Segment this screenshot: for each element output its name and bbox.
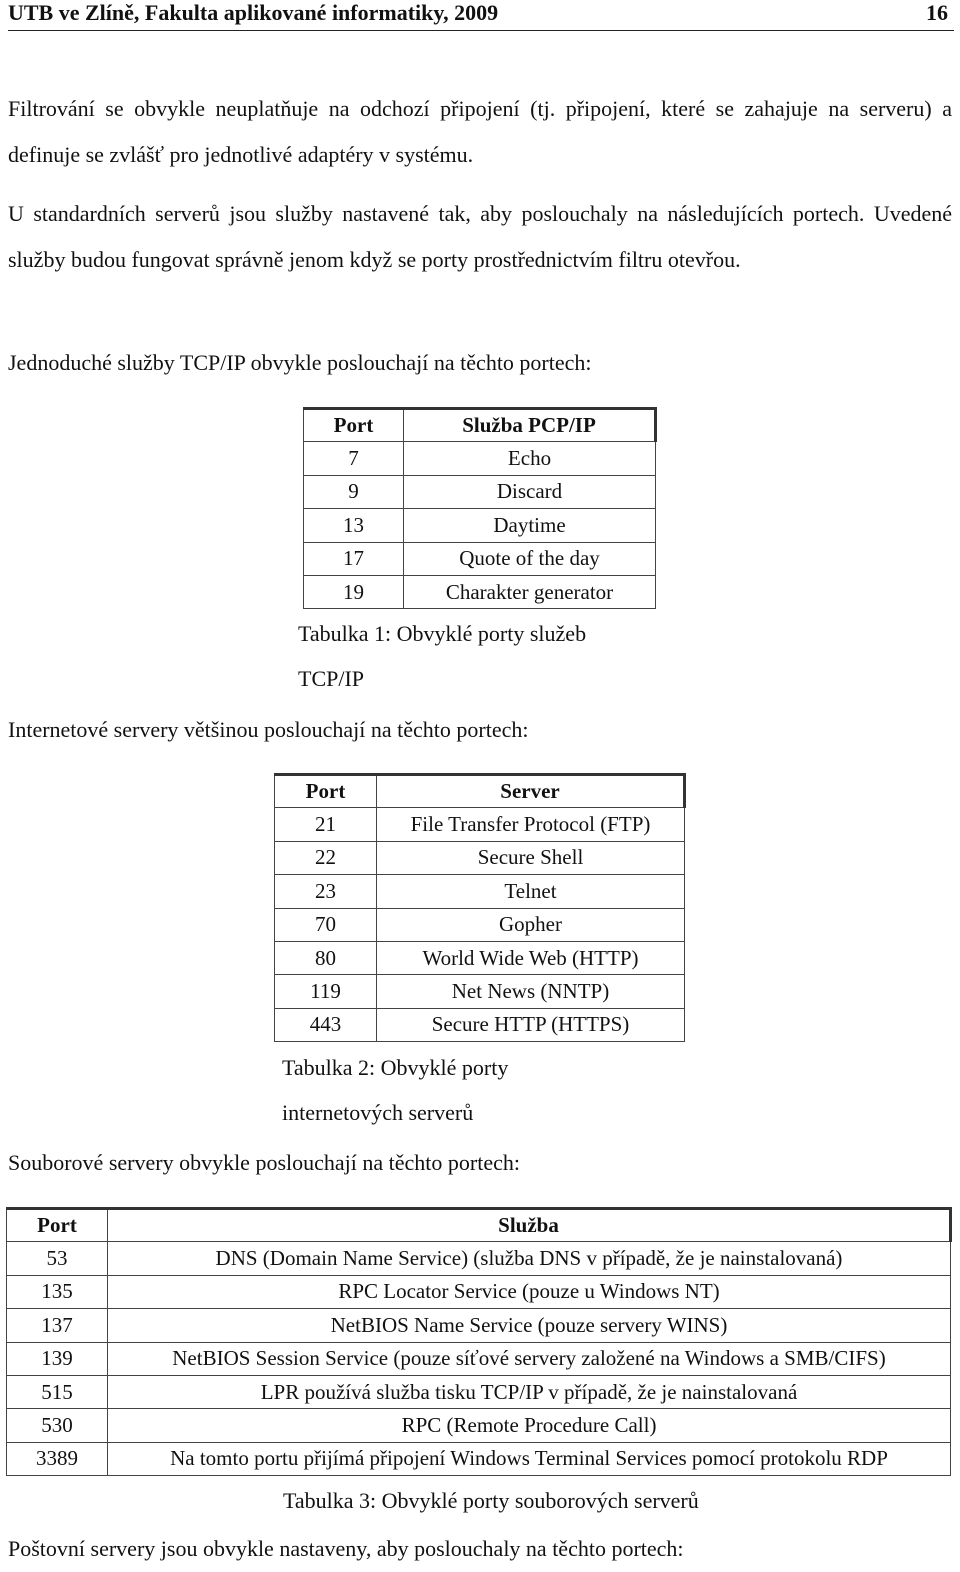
cell-service: LPR používá služba tisku TCP/IP v případě, že je nainstalovaná	[108, 1375, 951, 1408]
paragraph-mail-servers-intro: Poštovní servery jsou obvykle nastaveny, aby poslouchaly na těchto portech:	[8, 1536, 684, 1561]
table-row	[7, 1309, 951, 1342]
cell-port: 17	[304, 542, 404, 575]
cell-service: Discard	[404, 475, 656, 508]
page-number: 16	[926, 0, 948, 25]
cell-port: 22	[275, 841, 377, 874]
table-body	[7, 1209, 951, 1476]
table-row	[275, 841, 685, 874]
page-header	[8, 0, 954, 31]
table-row	[275, 975, 685, 1008]
cell-port: 80	[275, 941, 377, 974]
table-header-row	[7, 1209, 951, 1242]
cell-port: 443	[275, 1008, 377, 1041]
cell-port: 119	[275, 975, 377, 1008]
table-row	[304, 509, 656, 542]
header-service: Server	[377, 775, 685, 808]
table1-caption-line2: TCP/IP	[298, 666, 365, 691]
cell-service: Daytime	[404, 509, 656, 542]
table2-caption-line1: Tabulka 2: Obvyklé porty	[282, 1055, 509, 1080]
table-row	[304, 442, 656, 475]
cell-port: 53	[7, 1242, 108, 1275]
cell-service: RPC Locator Service (pouze u Windows NT)	[108, 1275, 951, 1308]
cell-service: Secure HTTP (HTTPS)	[377, 1008, 685, 1041]
cell-service: DNS (Domain Name Service) (služba DNS v případě, že je nainstalovaná)	[108, 1242, 951, 1275]
table-header-row	[275, 775, 685, 808]
header-port: Port	[7, 1209, 108, 1242]
cell-service: File Transfer Protocol (FTP)	[377, 808, 685, 841]
cell-port: 13	[304, 509, 404, 542]
cell-service: RPC (Remote Procedure Call)	[108, 1409, 951, 1442]
paragraph-tcpip-intro: Jednoduché služby TCP/IP obvykle poslouchají na těchto portech:	[8, 350, 592, 375]
table-row	[7, 1375, 951, 1408]
header-port: Port	[304, 409, 404, 442]
cell-port: 139	[7, 1342, 108, 1375]
cell-service: Net News (NNTP)	[377, 975, 685, 1008]
table-body	[304, 409, 656, 609]
header-service: Služba	[108, 1209, 951, 1242]
header-service: Služba PCP/IP	[404, 409, 656, 442]
cell-service: Echo	[404, 442, 656, 475]
paragraph-filtering: Filtrování se obvykle neuplatňuje na odchozí připojení (tj. připojení, které se zahajuje na serveru) a definuje se zvlášť pro jednotlivé adaptéry v systému.	[8, 96, 952, 167]
cell-service: Quote of the day	[404, 542, 656, 575]
paragraph-file-servers-intro: Souborové servery obvykle poslouchají na těchto portech:	[8, 1150, 520, 1175]
cell-port: 70	[275, 908, 377, 941]
table-row	[275, 941, 685, 974]
table-row	[7, 1242, 951, 1275]
cell-service: Gopher	[377, 908, 685, 941]
table-header-row	[304, 409, 656, 442]
cell-port: 135	[7, 1275, 108, 1308]
table1-caption-line1: Tabulka 1: Obvyklé porty služeb	[298, 621, 587, 646]
table-row	[304, 542, 656, 575]
table-body	[275, 775, 685, 1042]
header-port: Port	[275, 775, 377, 808]
cell-service: Na tomto portu přijímá připojení Windows Terminal Services pomocí protokolu RDP	[108, 1442, 951, 1475]
cell-service: NetBIOS Session Service (pouze síťové servery založené na Windows a SMB/CIFS)	[108, 1342, 951, 1375]
table-row	[304, 575, 656, 608]
cell-port: 7	[304, 442, 404, 475]
cell-service: Secure Shell	[377, 841, 685, 874]
cell-port: 21	[275, 808, 377, 841]
table-row	[275, 875, 685, 908]
cell-port: 23	[275, 875, 377, 908]
table-tcpip-services	[303, 407, 657, 609]
cell-service: NetBIOS Name Service (pouze servery WINS)	[108, 1309, 951, 1342]
table-row	[275, 808, 685, 841]
header-title: UTB ve Zlíně, Fakulta aplikované informatiky, 2009	[8, 0, 499, 25]
cell-port: 137	[7, 1309, 108, 1342]
table-internet-servers	[274, 773, 686, 1042]
table-row	[304, 475, 656, 508]
cell-port: 9	[304, 475, 404, 508]
table3-caption: Tabulka 3: Obvyklé porty souborových serverů	[283, 1488, 699, 1513]
paragraph-internet-intro: Internetové servery většinou poslouchají na těchto portech:	[8, 717, 529, 742]
cell-service: Telnet	[377, 875, 685, 908]
table-row	[7, 1342, 951, 1375]
cell-port: 530	[7, 1409, 108, 1442]
paragraph-standard-servers: U standardních serverů jsou služby nastavené tak, aby poslouchaly na následujících portech. Uvedené služby budou fungovat správně jenom když se porty prostřednictvím filtru otevřou.	[8, 201, 952, 272]
table-row	[275, 908, 685, 941]
cell-service: Charakter generator	[404, 575, 656, 608]
cell-port: 515	[7, 1375, 108, 1408]
table-row	[7, 1409, 951, 1442]
cell-service: World Wide Web (HTTP)	[377, 941, 685, 974]
cell-port: 19	[304, 575, 404, 608]
table-row	[275, 1008, 685, 1041]
cell-port: 3389	[7, 1442, 108, 1475]
table2-caption-line2: internetových serverů	[282, 1100, 474, 1125]
table-row	[7, 1275, 951, 1308]
table-row	[7, 1442, 951, 1475]
table-file-servers	[6, 1207, 952, 1476]
